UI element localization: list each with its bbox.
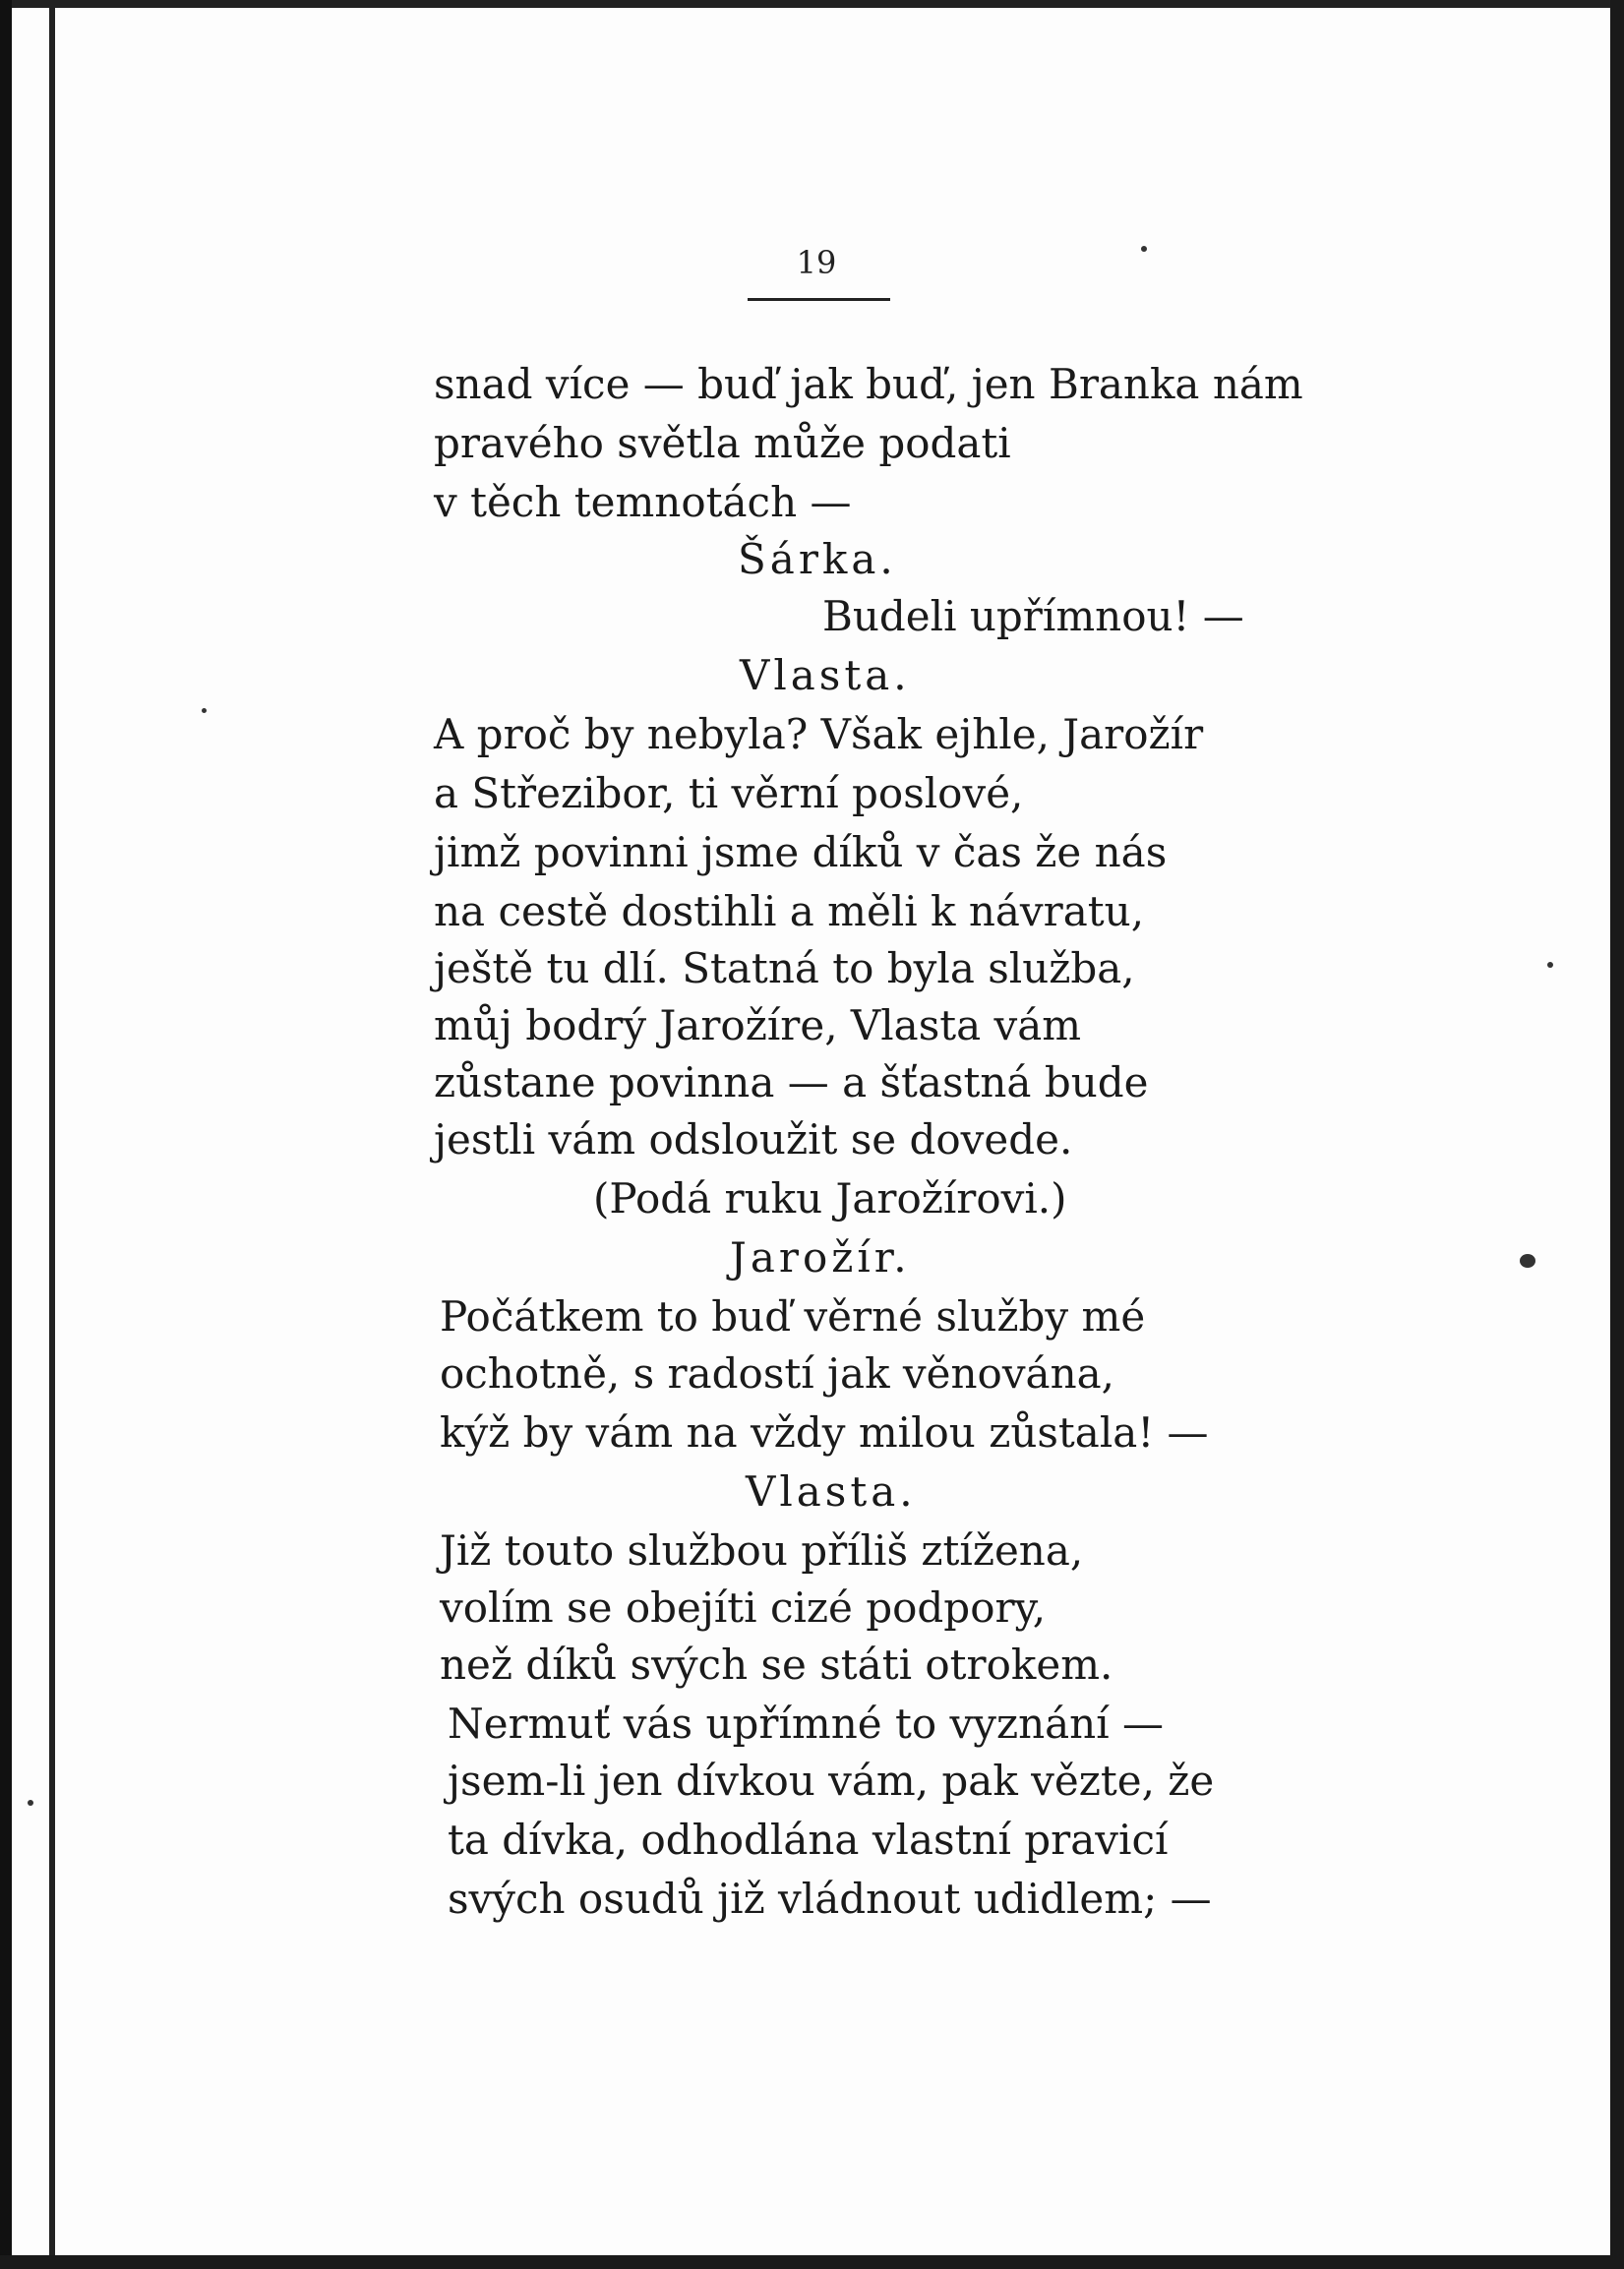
text-line: můj bodrý Jarožíre, Vlasta vám <box>434 1001 1082 1049</box>
stage-direction: (Podá ruku Jarožírovi.) <box>593 1174 1067 1223</box>
text-line: na cestě dostihli a měli k návratu, <box>434 887 1145 935</box>
ink-speck <box>1141 246 1147 252</box>
text-line: A proč by nebyla? Však ejhle, Jarožír <box>434 710 1204 758</box>
page-number: 19 <box>796 244 837 281</box>
text-line: jimž povinni jsme díků v čas že nás <box>434 828 1168 876</box>
speaker-name: Vlasta. <box>746 1467 917 1516</box>
text-line: Již touto službou příliš ztížena, <box>440 1526 1084 1575</box>
text-line: Počátkem to buď věrné služby mé <box>440 1292 1146 1341</box>
text-line: jestli vám odsloužit se dovede. <box>434 1115 1073 1164</box>
text-line: ještě tu dlí. Statná to byla služba, <box>434 944 1135 992</box>
text-line: v těch temnotách — <box>434 478 852 526</box>
text-line: volím se obejíti cizé podpory, <box>440 1583 1047 1632</box>
text-line: zůstane povinna — a šťastná bude <box>434 1058 1149 1106</box>
ink-speck <box>28 1800 33 1806</box>
text-line: ta dívka, odhodlána vlastní pravicí <box>448 1816 1169 1864</box>
text-line: svých osudů již vládnout udidlem; — <box>448 1875 1212 1923</box>
text-line: a Střezibor, ti věrní poslové, <box>434 769 1024 817</box>
text-line: ochotně, s radostí jak věnována, <box>440 1349 1115 1398</box>
scan-edge-right <box>1610 0 1624 2269</box>
text-line: Budeli upřímnou! — <box>822 592 1244 640</box>
page-spine-line <box>49 0 55 2269</box>
scan-edge-left <box>0 0 12 2269</box>
speaker-name: Šárka. <box>738 535 897 583</box>
ink-speck <box>1547 962 1553 968</box>
text-line: pravého světla může podati <box>434 419 1011 467</box>
scan-edge-bottom <box>0 2255 1624 2269</box>
scan-edge-top <box>0 0 1624 8</box>
text-line: jsem-li jen dívkou vám, pak vězte, že <box>448 1757 1215 1805</box>
speaker-name: Vlasta. <box>740 651 911 699</box>
text-line: snad více — buď jak buď, jen Branka nám <box>434 360 1303 408</box>
text-line: kýž by vám na vždy milou zůstala! — <box>440 1408 1209 1457</box>
ink-speck <box>202 708 207 713</box>
ink-speck <box>1520 1254 1535 1268</box>
speaker-name: Jarožír. <box>730 1233 911 1282</box>
page-number-rule <box>748 298 890 301</box>
text-line: Nermuť vás upřímné to vyznání — <box>448 1700 1165 1748</box>
text-line: než díků svých se státi otrokem. <box>440 1641 1113 1689</box>
